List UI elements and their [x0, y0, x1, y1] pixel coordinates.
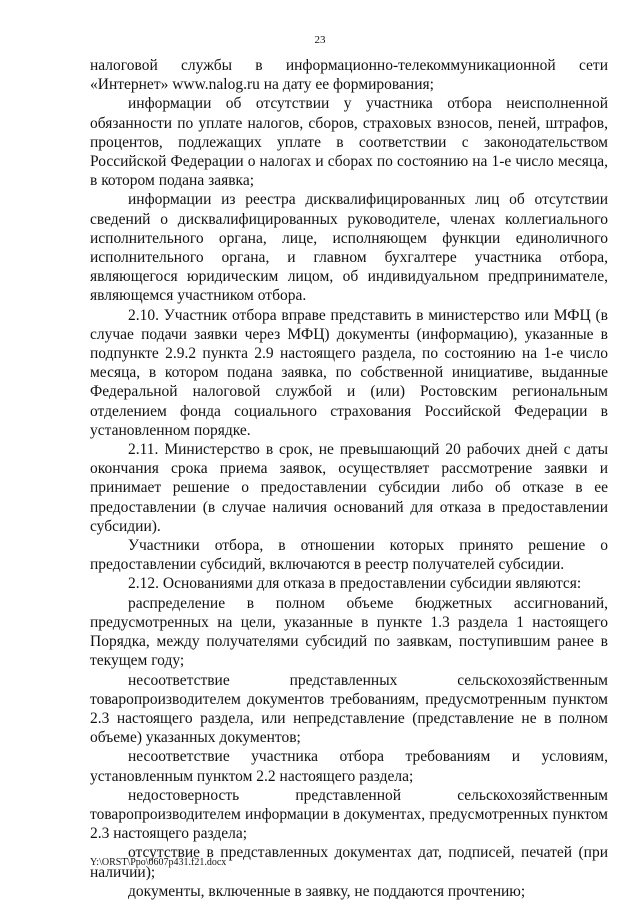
paragraph: информации об отсутствии у участника отбора неисполненной обязанности по уплате налогов, сборов, страховых взносов, пеней, штрафов, процентов, подлежащих уплате в соответствии с законодательством Российской Федерации о налогах и сборах по состоянию на 1-е число месяца, в котором подана заявка;: [90, 95, 608, 190]
file-path-footer: Y:\ORST\Ppo\0607p431.f21.docx: [90, 857, 227, 868]
paragraph: информации из реестра дисквалифицированных лиц об отсутствии сведений о дисквалифицированных руководителе, членах коллегиального исполнительного органа, лице, исполняющем функции единоличного исполнительного органа, и главном бухгалтере участника отбора, являющегося юридическим лицом, об индивидуальном предпринимателе, являющемся участником отбора.: [90, 191, 608, 305]
paragraph: недостоверность представленной сельскохозяйственным товаропроизводителем информации в документах, предусмотренных пунктом 2.3 настоящего раздела;: [90, 786, 608, 843]
paragraph: документы, включенные в заявку, не поддаются прочтению;: [128, 882, 526, 900]
paragraph: 2.12. Основаниями для отказа в предоставлении субсидии являются:: [128, 575, 582, 593]
paragraph: налоговой службы в информационно-телекоммуникационной сети «Интернет» www.nalog.ru на дату ее формирования;: [90, 57, 608, 94]
paragraph: отсутствие в представленных документах дат, подписей, печатей (при наличии);: [90, 844, 608, 881]
paragraph: несоответствие представленных сельскохозяйственным товаропроизводителем документов требованиям, предусмотренным пунктом 2.3 настоящего раздела, или непредставление (представление не в полном объеме) указанных документов;: [90, 671, 608, 747]
paragraph: 2.11. Министерство в срок, не превышающий 20 рабочих дней с даты окончания срока приема заявок, осуществляет рассмотрение заявки и принимает решение о предоставлении субсидии либо об отказе в ее предоставлении (в случае наличия оснований для отказа в предоставлении субсидии).: [90, 441, 608, 535]
paragraph: 2.10. Участник отбора вправе представить в министерство или МФЦ (в случае подачи заявки через МФЦ) документы (информацию), указанные в подпункте 2.9.2 пункта 2.9 настоящего раздела, по состоянию на 1-е число месяца, в котором подана заявка, по собственной инициативе, выданные Федеральной налоговой службой и (или) Ростовским региональным отделением фонда социального страхования Российской Федерации в установленном порядке.: [90, 306, 608, 439]
paragraph: несоответствие участника отбора требованиям и условиям, установленным пунктом 2.2 настоящего раздела;: [90, 748, 608, 785]
page-number: 23: [314, 34, 326, 46]
paragraph: распределение в полном объеме бюджетных ассигнований, предусмотренных на цели, указанные в пункте 1.3 раздела 1 настоящего Порядка, между получателями субсидий по заявкам, поступившим ранее в текущем году;: [90, 594, 608, 670]
document-body: [90, 56, 608, 901]
paragraph: Участники отбора, в отношении которых принято решение о предоставлении субсидий, включаются в реестр получателей субсидии.: [90, 537, 608, 574]
